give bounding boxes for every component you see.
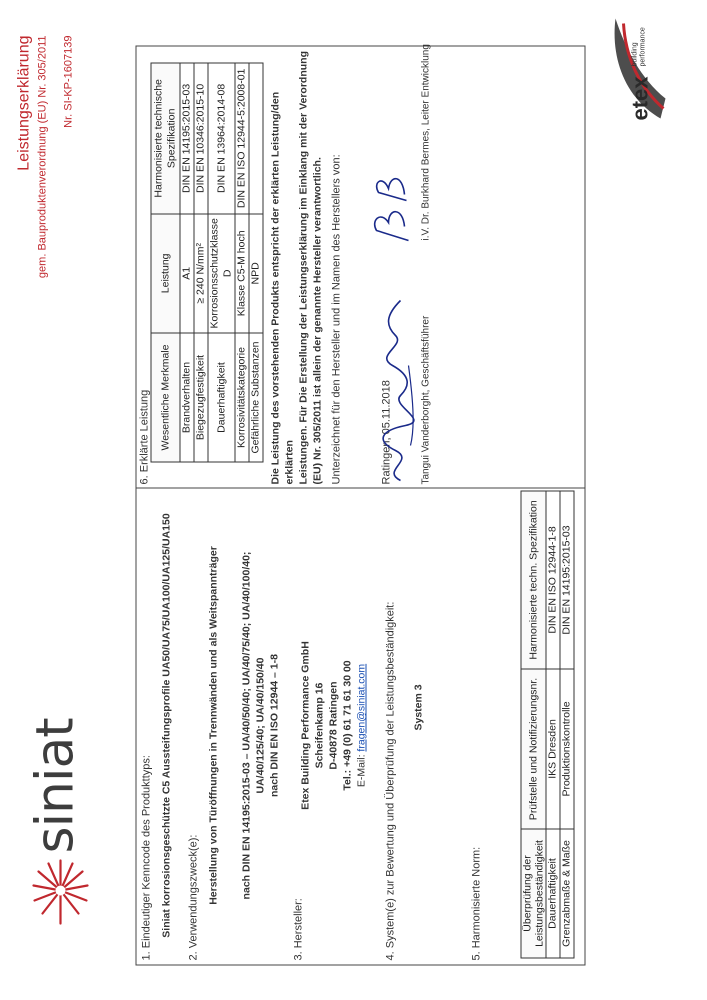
table6-cell: Gefährliche Substanzen <box>249 333 263 462</box>
declaration-text <box>268 49 324 484</box>
table-row <box>235 63 249 462</box>
siniat-logo <box>25 717 95 935</box>
signed-statement: Unterzeichnet für den Hersteller und im Namen des Herstellers von: <box>330 153 342 484</box>
siniat-wordmark: siniat <box>25 717 85 853</box>
etex-tagline-1: building <box>631 41 638 66</box>
etex-wordmark: etex <box>627 75 652 120</box>
document-number: Nr. SI-KP-1607139 <box>62 35 74 128</box>
document-header <box>15 35 74 278</box>
table6-cell: DIN EN ISO 12944-5:2008-01 <box>235 63 249 214</box>
column-divider <box>135 487 585 488</box>
section-4-label: 4. System(e) zur Bewertung und Überprüfung der Leistungsbeständigkeit: <box>384 601 396 960</box>
table6-cell: Biegezugfestigkeit <box>194 333 208 462</box>
intended-use-line2: nach DIN EN 14195:2015-03 – UA/40/50/40; UA/40/75/40; UA/40/100/40; <box>240 551 252 899</box>
table-row <box>180 63 194 462</box>
table-row <box>249 63 263 462</box>
table5-header-row <box>521 491 546 958</box>
table6-header: Leistung <box>151 213 180 332</box>
declaration-line: Leistungen. Für Die Erstellung der Leistungserklärung im Einklang mit der Verordnung <box>297 50 309 484</box>
table5-cell: Dauerhaftigkeit <box>546 829 560 958</box>
etex-tagline-2: performance <box>639 26 646 66</box>
table5-cell: Grenzabmaße & Maße <box>560 829 574 958</box>
table6-cell: Korrosionsschutzklasse D <box>208 213 235 332</box>
table6-cell: Dauerhaftigkeit <box>208 333 235 462</box>
table6-cell: DIN EN 13964:2014-08 <box>208 63 235 214</box>
manufacturer-city: D-40878 Ratingen <box>327 680 339 770</box>
section-6-label: 6. Erklärte Leistung <box>138 389 150 484</box>
table6-header-row <box>151 63 180 462</box>
signature-2-graphic <box>368 140 418 250</box>
table6-header: Harmonisierte technische Spezifikation <box>151 63 180 214</box>
etex-tagline <box>631 27 647 66</box>
manufacturer-street: Scheifenkamp 16 <box>313 682 325 768</box>
table6-cell: Korrosivitätskategorie <box>235 333 249 462</box>
manufacturer-block <box>298 490 368 960</box>
document-title: Leistungserklärung <box>15 35 32 171</box>
email-label: E-Mail: <box>355 751 367 787</box>
manufacturer-phone: Tel.: +49 (0) 61 71 61 30 00 <box>341 659 353 791</box>
table5-cell: DIN EN 14195:2015-03 <box>560 491 574 669</box>
table5-cell: IKS Dresden <box>546 668 560 828</box>
declared-performance-table <box>150 62 263 462</box>
place-and-date: Ratingen, 05.11.2018 <box>380 379 392 484</box>
signer-2: i.V. Dr. Burkhard Bermes, Leiter Entwicklung <box>420 43 431 240</box>
table5-header: Harmonisierte techn. Spezifikation <box>521 491 546 669</box>
etex-logo <box>605 8 675 128</box>
intended-use-line3: UA/40/125/40; UA/40/150/40 <box>254 657 266 794</box>
section-3-label: 3. Hersteller: <box>292 897 304 960</box>
table6-cell: DIN EN 10346:2015-10 <box>194 63 208 214</box>
table5-cell: DIN EN ISO 12944-1-8 <box>546 491 560 669</box>
table-row <box>560 491 574 958</box>
table-row <box>546 491 560 958</box>
starburst-icon <box>30 857 90 935</box>
signer-1: Tangui Vanderborght, Geschäftsführer <box>420 315 431 484</box>
table6-cell <box>249 63 263 214</box>
manufacturer-email-line <box>354 490 368 960</box>
intended-use-line4: nach DIN EN ISO 12944 – 1-8 <box>268 653 280 797</box>
table5-cell: Produktionskontrolle <box>560 668 574 828</box>
document-subtitle: gem. Bauproduktenverordnung (EU) Nr. 305/2011 <box>36 35 48 278</box>
table6-cell: Brandverhalten <box>180 333 194 462</box>
declaration-line: Die Leistung des vorstehenden Produkts entspricht der erklärten Leistung/den erklärten <box>269 91 295 484</box>
table6-header: Wesentliche Merkmale <box>151 333 180 462</box>
section-1-label: 1. Eindeutiger Kenncode des Produkttyps: <box>140 754 152 960</box>
table6-cell: DIN EN 14195:2015-03 <box>180 63 194 214</box>
section-2-label: 2. Verwendungszweck(e): <box>187 834 199 960</box>
intended-use-line1: Herstellung von Türöffnungen in Trennwänden und als Weitspannträger <box>207 545 219 905</box>
table6-cell: NPD <box>249 213 263 332</box>
table6-cell: A1 <box>180 213 194 332</box>
section-5-label: 5. Harmonisierte Norm: <box>470 846 482 960</box>
table6-cell: ≥ 240 N/mm² <box>194 213 208 332</box>
product-code: Siniat korrosionsgeschützte C5 Aussteifungsprofile UA50/UA75/UA100/UA125/UA150 <box>160 512 172 938</box>
harmonised-standard-table <box>520 490 574 958</box>
declaration-line: (EU) Nr. 305/2011 ist allein der genannte Hersteller verantwortlich. <box>311 156 323 484</box>
signature-1-graphic <box>370 255 425 485</box>
table5-header: Prüfstelle und Notifizierungsnr. <box>521 668 546 828</box>
table-row <box>208 63 235 462</box>
manufacturer-company: Etex Building Performance GmbH <box>299 640 311 810</box>
email-link[interactable]: fragen@siniat.com <box>355 663 367 752</box>
table6-cell: Klasse C5-M hoch <box>235 213 249 332</box>
table5-header: Überprüfung der Leistungsbeständigkeit <box>521 829 546 958</box>
table-row <box>194 63 208 462</box>
system-value: System 3 <box>412 683 424 730</box>
